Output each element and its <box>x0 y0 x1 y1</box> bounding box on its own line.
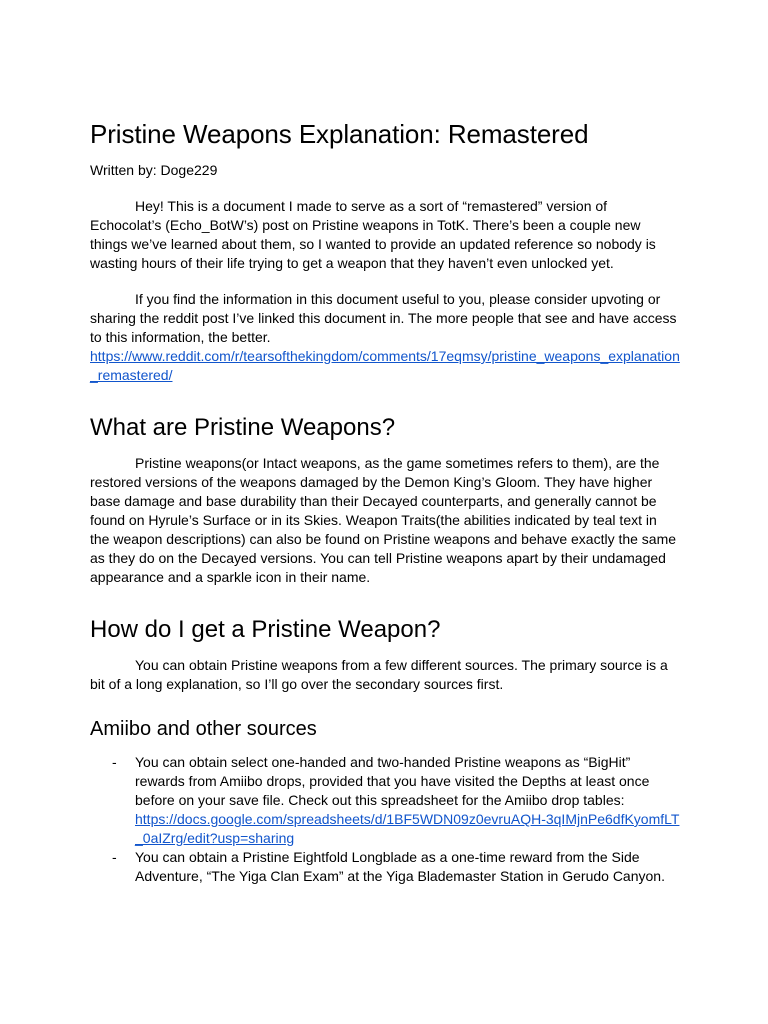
list-item <box>90 848 680 886</box>
document-content <box>90 116 680 886</box>
heading-what-are-pristine-weapons: What are Pristine Weapons? <box>90 414 396 441</box>
document-title: Pristine Weapons Explanation: Remastered <box>90 119 589 149</box>
byline: Written by: Doge229 <box>90 162 218 178</box>
reddit-post-link[interactable]: https://www.reddit.com/r/tearsofthekingdom/comments/17eqmsy/pristine_weapons_explanation_remastered/ <box>90 348 680 383</box>
heading-amiibo-and-other-sources: Amiibo and other sources <box>90 718 317 740</box>
sources-list <box>90 753 680 886</box>
list-dash: - <box>112 754 117 770</box>
list-item-text: You can obtain a Pristine Eightfold Longblade as a one-time reward from the Side Adventure, “The Yiga Clan Exam” at the Yiga Blademaster Station in Gerudo Canyon. <box>135 849 665 884</box>
intro-paragraph-1: Hey! This is a document I made to serve as a sort of “remastered” version of Echocolat’s (Echo_BotW’s) post on Pristine weapons in TotK. There’s been a couple new things we’ve learned about them, so I wanted to provide an updated reference so nobody is wasting hours of their life trying to get a weapon that they haven’t even unlocked yet. <box>90 198 656 271</box>
heading-how-to-get-pristine-weapon: How do I get a Pristine Weapon? <box>90 616 441 643</box>
what-paragraph: Pristine weapons(or Intact weapons, as the game sometimes refers to them), are the restored versions of the weapons damaged by the Demon King’s Gloom. They have higher base damage and base durability than their Decayed counterparts, and generally cannot be found on Hyrule’s Surface or in its Skies. Weapon Traits(the abilities indicated by teal text in the weapon descriptions) can also be found on Pristine weapons and behave exactly the same as they do on the Decayed versions. You can tell Pristine weapons apart by their undamaged appearance and a sparkle icon in their name. <box>90 455 677 585</box>
list-dash: - <box>112 849 117 865</box>
amiibo-spreadsheet-link[interactable]: https://docs.google.com/spreadsheets/d/1BF5WDN09z0evruAQH-3qIMjnPe6dfKyomfLT_0aIZrg/edit?usp=sharing <box>135 811 680 846</box>
intro-paragraph-2: If you find the information in this document useful to you, please consider upvoting or sharing the reddit post I’ve linked this document in. The more people that see and have access to this information, the better. <box>90 291 677 345</box>
how-paragraph: You can obtain Pristine weapons from a few different sources. The primary source is a bit of a long explanation, so I’ll go over the secondary sources first. <box>90 657 668 692</box>
list-item <box>90 753 680 848</box>
list-item-text: You can obtain select one-handed and two-handed Pristine weapons as “BigHit” rewards from Amiibo drops, provided that you have visited the Depths at least once before on your save file. Check out this spreadsheet for the Amiibo drop tables: <box>135 754 650 808</box>
